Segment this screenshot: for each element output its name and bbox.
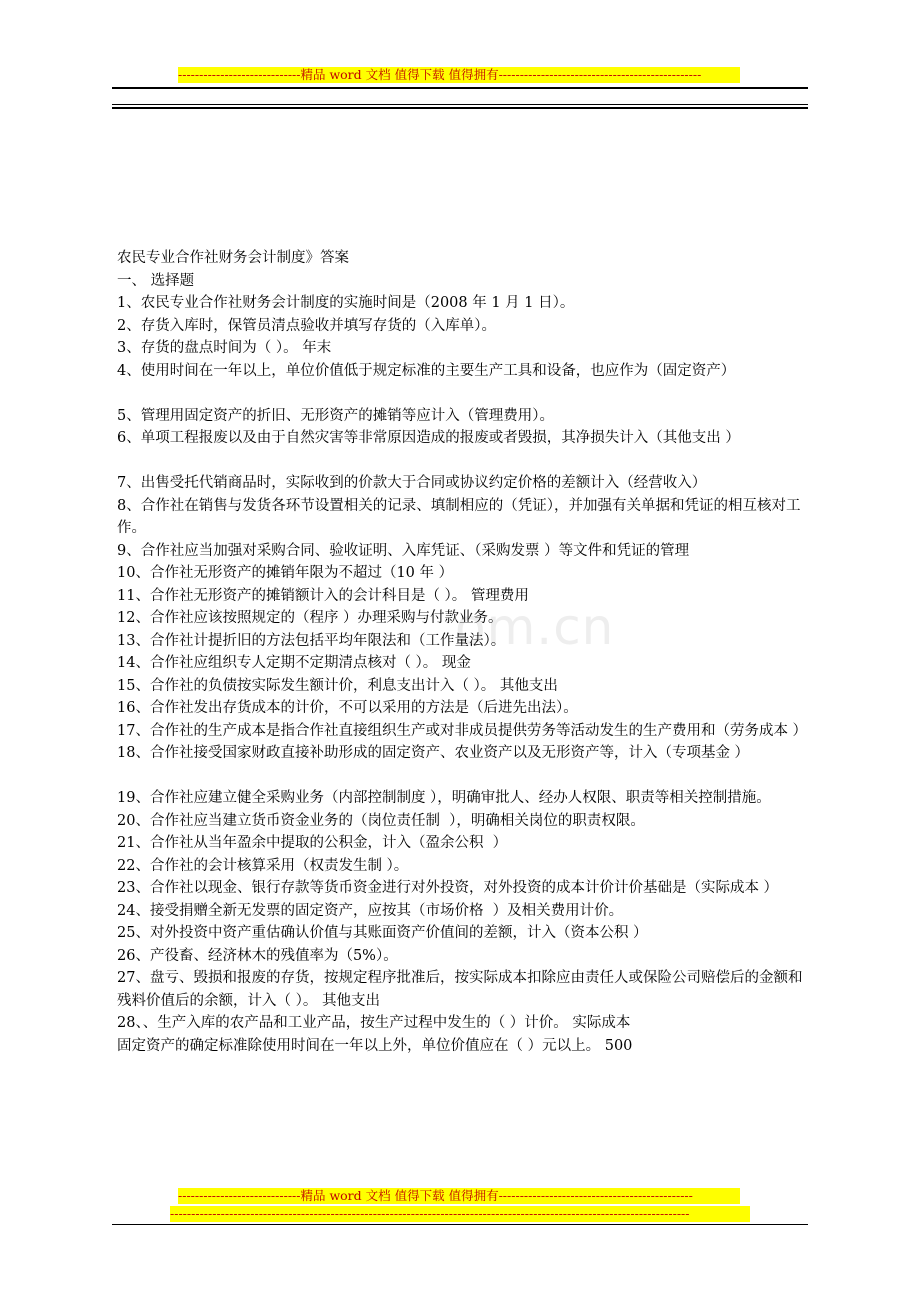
question-line: 3、存货的盘点时间为（ ）。 年末 [117,340,332,356]
question-line: 2、存货入库时，保管员清点验收并填写存货的（入库单）。 [117,317,496,334]
question-line: 19、合作社应建立健全采购业务（内部控制制度 ），明确审批人、经办人权限、职责等相关控制措施。 [117,790,771,806]
question-list [117,292,811,1057]
question-line: 10、合作社无形资产的摊销年限为不超过（10 年 ） [117,565,454,581]
question-line: 20、合作社应当建立货币资金业务的（岗位责任制 ），明确相关岗位的职责权限。 [117,812,645,829]
question-line: 28、、生产入库的农产品和工业产品，按生产过程中发生的（ ）计价。 实际成本 [117,1015,631,1031]
question-line: 15、合作社的负债按实际发生额计价，利息支出计入（ ）。 其他支出 [117,677,558,694]
question-line: 16、合作社发出存货成本的计价，不可以采用的方法是（后进先出法）。 [117,700,578,716]
question-line: 21、合作社从当年盈余中提取的公积金，计入（盈余公积 ） [117,835,508,851]
question-line: 22、合作社的会计核算采用（权责发生制 ）。 [117,857,409,874]
blank-line [117,450,811,473]
document-body [117,247,811,1057]
question-line: 13、合作社计提折旧的方法包括平均年限法和（工作量法）。 [117,632,506,649]
question-line: 1、农民专业合作社财务会计制度的实施时间是（2008 年 1 月 1 日）。 [117,295,575,311]
footer-rule [112,1224,808,1225]
watermark: om.cn [455,598,615,656]
section-heading: 一、 选择题 [117,272,195,289]
question-line: 12、合作社应该按照规定的（程序 ）办理采购与付款业务。 [117,610,503,626]
document-title: 农民专业合作社财务会计制度》答案 [117,250,349,266]
header-rule [112,87,808,89]
header-banner: -----------------------------精品 word 文档 值得下载 值得拥有------------------------------------------------ [178,67,740,83]
question-line: 8、合作社在销售与发货各环节设置相关的记录、填制相应的（凭证），并加强有关单据和凭证的相互核对工作。 [117,497,801,536]
question-line: 23、合作社以现金、银行存款等货币资金进行对外投资，对外投资的成本计价计价基础是（实际成本 ） [117,880,779,896]
question-line: 6、单项工程报废以及由于自然灾害等非常原因造成的报废或者毁损，其净损失计入（其他支出 ） [117,430,740,446]
footer-banner-2: --------------------------------------------------------------------------------------------------------------------------- [170,1206,750,1222]
question-line: 18、合作社接受国家财政直接补助形成的固定资产、农业资产以及无形资产等，计入（专项基金 ） [117,745,750,761]
question-line: 25、对外投资中资产重估确认价值与其账面资产价值间的差额，计入（资本公积 ） [117,925,648,941]
blank-line [117,382,811,405]
question-line: 26、产役畜、经济林木的残值率为（5%）。 [117,947,398,964]
question-line: 9、合作社应当加强对采购合同、验收证明、入库凭证、（采购发票 ）等文件和凭证的管理 [117,542,690,559]
question-line: 14、合作社应组织专人定期不定期清点核对（ ）。 现金 [117,655,471,671]
question-line: 17、合作社的生产成本是指合作社直接组织生产或对非成员提供劳务等活动发生的生产费用和（劳务成本 ） [117,722,808,739]
question-line: 27、盘亏、毁损和报废的存货，按规定程序批准后，按实际成本扣除应由责任人或保险公司赔偿后的金额和残料价值后的余额，计入（ ）。 其他支出 [117,970,803,1009]
question-line: 7、出售受托代销商品时，实际收到的价款大于合同或协议约定价格的差额计入（经营收入） [117,475,707,491]
blank-line [117,765,811,788]
footer-banner: -----------------------------精品 word 文档 值得下载 值得拥有---------------------------------------------- [178,1188,740,1204]
header-rule-double-top [112,104,808,105]
question-line: 24、接受捐赠全新无发票的固定资产，应按其（市场价格 ）及相关费用计价。 [117,902,624,919]
question-line: 5、管理用固定资产的折旧、无形资产的摊销等应计入（管理费用）。 [117,407,554,424]
question-line: 11、合作社无形资产的摊销额计入的会计科目是（ ）。 管理费用 [117,587,529,604]
question-line: 固定资产的确定标准除使用时间在一年以上外，单位价值应在（ ）元以上。 500 [117,1037,633,1054]
header-rule-double-bottom [112,107,808,109]
question-line: 4、使用时间在一年以上，单位价值低于规定标准的主要生产工具和设备，也应作为（固定资产） [117,362,736,379]
